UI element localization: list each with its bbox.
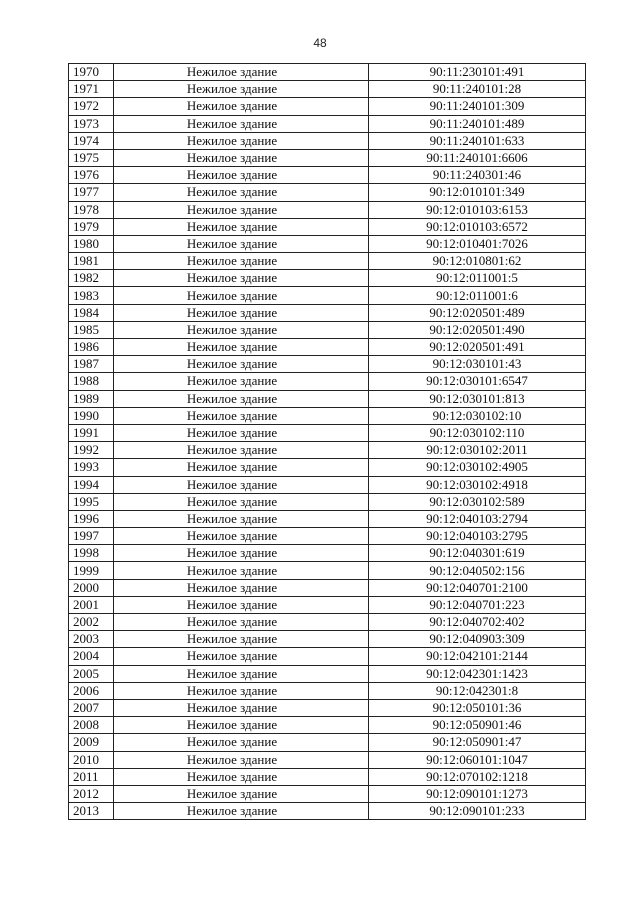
row-number-cell: 2005 bbox=[69, 665, 114, 682]
row-number-cell: 2004 bbox=[69, 648, 114, 665]
cadastral-number-cell: 90:12:040103:2794 bbox=[369, 510, 586, 527]
table-row bbox=[69, 373, 586, 390]
cadastral-number-cell: 90:11:240101:28 bbox=[369, 81, 586, 98]
cadastral-number-cell: 90:12:040903:309 bbox=[369, 631, 586, 648]
row-number-cell: 1982 bbox=[69, 270, 114, 287]
object-type-cell: Нежилое здание bbox=[114, 235, 369, 252]
table-row bbox=[69, 321, 586, 338]
row-number-cell: 1972 bbox=[69, 98, 114, 115]
cadastral-number-cell: 90:12:090101:233 bbox=[369, 803, 586, 820]
row-number-cell: 1976 bbox=[69, 167, 114, 184]
object-type-cell: Нежилое здание bbox=[114, 579, 369, 596]
object-type-cell: Нежилое здание bbox=[114, 98, 369, 115]
table-row bbox=[69, 253, 586, 270]
cadastral-number-cell: 90:12:020501:491 bbox=[369, 339, 586, 356]
cadastral-number-cell: 90:12:030102:110 bbox=[369, 424, 586, 441]
cadastral-number-cell: 90:12:011001:6 bbox=[369, 287, 586, 304]
row-number-cell: 1970 bbox=[69, 64, 114, 81]
row-number-cell: 2003 bbox=[69, 631, 114, 648]
object-type-cell: Нежилое здание bbox=[114, 717, 369, 734]
row-number-cell: 1971 bbox=[69, 81, 114, 98]
row-number-cell: 1973 bbox=[69, 115, 114, 132]
table-row bbox=[69, 167, 586, 184]
cadastral-number-cell: 90:12:060101:1047 bbox=[369, 751, 586, 768]
object-type-cell: Нежилое здание bbox=[114, 699, 369, 716]
cadastral-number-cell: 90:12:070102:1218 bbox=[369, 768, 586, 785]
row-number-cell: 1984 bbox=[69, 304, 114, 321]
row-number-cell: 1974 bbox=[69, 132, 114, 149]
cadastral-number-cell: 90:11:240101:633 bbox=[369, 132, 586, 149]
row-number-cell: 1975 bbox=[69, 149, 114, 166]
cadastral-number-cell: 90:12:030102:4918 bbox=[369, 476, 586, 493]
cadastral-number-cell: 90:12:010401:7026 bbox=[369, 235, 586, 252]
row-number-cell: 2011 bbox=[69, 768, 114, 785]
object-type-cell: Нежилое здание bbox=[114, 734, 369, 751]
object-type-cell: Нежилое здание bbox=[114, 768, 369, 785]
table-row bbox=[69, 596, 586, 613]
cadastral-number-cell: 90:12:040702:402 bbox=[369, 614, 586, 631]
object-type-cell: Нежилое здание bbox=[114, 115, 369, 132]
object-type-cell: Нежилое здание bbox=[114, 132, 369, 149]
table-row bbox=[69, 699, 586, 716]
table-row bbox=[69, 270, 586, 287]
table-row bbox=[69, 304, 586, 321]
cadastral-number-cell: 90:12:040301:619 bbox=[369, 545, 586, 562]
object-type-cell: Нежилое здание bbox=[114, 167, 369, 184]
cadastral-number-cell: 90:11:240101:6606 bbox=[369, 149, 586, 166]
row-number-cell: 1980 bbox=[69, 235, 114, 252]
object-type-cell: Нежилое здание bbox=[114, 64, 369, 81]
row-number-cell: 2002 bbox=[69, 614, 114, 631]
row-number-cell: 1986 bbox=[69, 339, 114, 356]
row-number-cell: 2013 bbox=[69, 803, 114, 820]
object-type-cell: Нежилое здание bbox=[114, 682, 369, 699]
table-row bbox=[69, 768, 586, 785]
row-number-cell: 2010 bbox=[69, 751, 114, 768]
table-row bbox=[69, 184, 586, 201]
row-number-cell: 2000 bbox=[69, 579, 114, 596]
object-type-cell: Нежилое здание bbox=[114, 287, 369, 304]
table-row bbox=[69, 149, 586, 166]
table-row bbox=[69, 407, 586, 424]
object-type-cell: Нежилое здание bbox=[114, 562, 369, 579]
table-row bbox=[69, 390, 586, 407]
row-number-cell: 1978 bbox=[69, 201, 114, 218]
table-row bbox=[69, 562, 586, 579]
row-number-cell: 1994 bbox=[69, 476, 114, 493]
object-type-cell: Нежилое здание bbox=[114, 803, 369, 820]
cadastral-number-cell: 90:12:020501:490 bbox=[369, 321, 586, 338]
row-number-cell: 2007 bbox=[69, 699, 114, 716]
registry-table-body bbox=[69, 64, 586, 820]
cadastral-number-cell: 90:12:050101:36 bbox=[369, 699, 586, 716]
table-row bbox=[69, 235, 586, 252]
object-type-cell: Нежилое здание bbox=[114, 596, 369, 613]
object-type-cell: Нежилое здание bbox=[114, 665, 369, 682]
table-row bbox=[69, 528, 586, 545]
row-number-cell: 1991 bbox=[69, 424, 114, 441]
cadastral-number-cell: 90:12:010103:6153 bbox=[369, 201, 586, 218]
cadastral-number-cell: 90:12:090101:1273 bbox=[369, 785, 586, 802]
cadastral-number-cell: 90:12:040103:2795 bbox=[369, 528, 586, 545]
cadastral-number-cell: 90:12:040502:156 bbox=[369, 562, 586, 579]
cadastral-number-cell: 90:12:050901:46 bbox=[369, 717, 586, 734]
object-type-cell: Нежилое здание bbox=[114, 528, 369, 545]
table-row bbox=[69, 545, 586, 562]
object-type-cell: Нежилое здание bbox=[114, 339, 369, 356]
object-type-cell: Нежилое здание bbox=[114, 373, 369, 390]
row-number-cell: 1997 bbox=[69, 528, 114, 545]
table-row bbox=[69, 785, 586, 802]
cadastral-number-cell: 90:12:050901:47 bbox=[369, 734, 586, 751]
cadastral-number-cell: 90:12:020501:489 bbox=[369, 304, 586, 321]
cadastral-number-cell: 90:12:030102:2011 bbox=[369, 442, 586, 459]
row-number-cell: 1981 bbox=[69, 253, 114, 270]
object-type-cell: Нежилое здание bbox=[114, 545, 369, 562]
cadastral-number-cell: 90:11:230101:491 bbox=[369, 64, 586, 81]
object-type-cell: Нежилое здание bbox=[114, 510, 369, 527]
table-row bbox=[69, 614, 586, 631]
object-type-cell: Нежилое здание bbox=[114, 631, 369, 648]
object-type-cell: Нежилое здание bbox=[114, 493, 369, 510]
cadastral-number-cell: 90:12:042101:2144 bbox=[369, 648, 586, 665]
object-type-cell: Нежилое здание bbox=[114, 149, 369, 166]
row-number-cell: 1990 bbox=[69, 407, 114, 424]
table-row bbox=[69, 81, 586, 98]
cadastral-number-cell: 90:12:010801:62 bbox=[369, 253, 586, 270]
table-row bbox=[69, 493, 586, 510]
row-number-cell: 1993 bbox=[69, 459, 114, 476]
object-type-cell: Нежилое здание bbox=[114, 304, 369, 321]
table-row bbox=[69, 717, 586, 734]
object-type-cell: Нежилое здание bbox=[114, 218, 369, 235]
cadastral-number-cell: 90:12:030101:43 bbox=[369, 356, 586, 373]
row-number-cell: 2012 bbox=[69, 785, 114, 802]
row-number-cell: 1992 bbox=[69, 442, 114, 459]
table-row bbox=[69, 648, 586, 665]
row-number-cell: 1998 bbox=[69, 545, 114, 562]
row-number-cell: 1985 bbox=[69, 321, 114, 338]
table-row bbox=[69, 287, 586, 304]
row-number-cell: 2009 bbox=[69, 734, 114, 751]
object-type-cell: Нежилое здание bbox=[114, 476, 369, 493]
cadastral-number-cell: 90:12:010101:349 bbox=[369, 184, 586, 201]
table-row bbox=[69, 751, 586, 768]
object-type-cell: Нежилое здание bbox=[114, 253, 369, 270]
table-row bbox=[69, 510, 586, 527]
row-number-cell: 1983 bbox=[69, 287, 114, 304]
object-type-cell: Нежилое здание bbox=[114, 270, 369, 287]
cadastral-number-cell: 90:12:030102:10 bbox=[369, 407, 586, 424]
cadastral-number-cell: 90:12:030102:4905 bbox=[369, 459, 586, 476]
row-number-cell: 1979 bbox=[69, 218, 114, 235]
cadastral-number-cell: 90:12:030102:589 bbox=[369, 493, 586, 510]
object-type-cell: Нежилое здание bbox=[114, 785, 369, 802]
object-type-cell: Нежилое здание bbox=[114, 201, 369, 218]
cadastral-number-cell: 90:12:030101:6547 bbox=[369, 373, 586, 390]
object-type-cell: Нежилое здание bbox=[114, 442, 369, 459]
cadastral-number-cell: 90:11:240101:489 bbox=[369, 115, 586, 132]
cadastral-number-cell: 90:12:042301:1423 bbox=[369, 665, 586, 682]
cadastral-number-cell: 90:12:030101:813 bbox=[369, 390, 586, 407]
cadastral-number-cell: 90:12:010103:6572 bbox=[369, 218, 586, 235]
row-number-cell: 2008 bbox=[69, 717, 114, 734]
table-row bbox=[69, 682, 586, 699]
cadastral-number-cell: 90:12:011001:5 bbox=[369, 270, 586, 287]
cadastral-number-cell: 90:11:240101:309 bbox=[369, 98, 586, 115]
object-type-cell: Нежилое здание bbox=[114, 407, 369, 424]
row-number-cell: 2006 bbox=[69, 682, 114, 699]
cadastral-number-cell: 90:11:240301:46 bbox=[369, 167, 586, 184]
table-row bbox=[69, 115, 586, 132]
object-type-cell: Нежилое здание bbox=[114, 648, 369, 665]
registry-table bbox=[68, 63, 586, 820]
object-type-cell: Нежилое здание bbox=[114, 459, 369, 476]
row-number-cell: 1989 bbox=[69, 390, 114, 407]
table-row bbox=[69, 579, 586, 596]
page-number: 48 bbox=[313, 36, 327, 50]
object-type-cell: Нежилое здание bbox=[114, 751, 369, 768]
table-row bbox=[69, 459, 586, 476]
table-row bbox=[69, 476, 586, 493]
row-number-cell: 2001 bbox=[69, 596, 114, 613]
object-type-cell: Нежилое здание bbox=[114, 390, 369, 407]
object-type-cell: Нежилое здание bbox=[114, 614, 369, 631]
row-number-cell: 1977 bbox=[69, 184, 114, 201]
table-row bbox=[69, 356, 586, 373]
row-number-cell: 1988 bbox=[69, 373, 114, 390]
cadastral-number-cell: 90:12:042301:8 bbox=[369, 682, 586, 699]
object-type-cell: Нежилое здание bbox=[114, 184, 369, 201]
table-row bbox=[69, 803, 586, 820]
table-row bbox=[69, 98, 586, 115]
table-row bbox=[69, 734, 586, 751]
object-type-cell: Нежилое здание bbox=[114, 424, 369, 441]
object-type-cell: Нежилое здание bbox=[114, 321, 369, 338]
table-row bbox=[69, 218, 586, 235]
cadastral-number-cell: 90:12:040701:2100 bbox=[369, 579, 586, 596]
table-row bbox=[69, 339, 586, 356]
row-number-cell: 1999 bbox=[69, 562, 114, 579]
object-type-cell: Нежилое здание bbox=[114, 81, 369, 98]
table-row bbox=[69, 631, 586, 648]
cadastral-number-cell: 90:12:040701:223 bbox=[369, 596, 586, 613]
table-row bbox=[69, 201, 586, 218]
table-row bbox=[69, 132, 586, 149]
table-row bbox=[69, 442, 586, 459]
object-type-cell: Нежилое здание bbox=[114, 356, 369, 373]
row-number-cell: 1996 bbox=[69, 510, 114, 527]
table-row bbox=[69, 64, 586, 81]
table-row bbox=[69, 424, 586, 441]
row-number-cell: 1995 bbox=[69, 493, 114, 510]
row-number-cell: 1987 bbox=[69, 356, 114, 373]
table-row bbox=[69, 665, 586, 682]
